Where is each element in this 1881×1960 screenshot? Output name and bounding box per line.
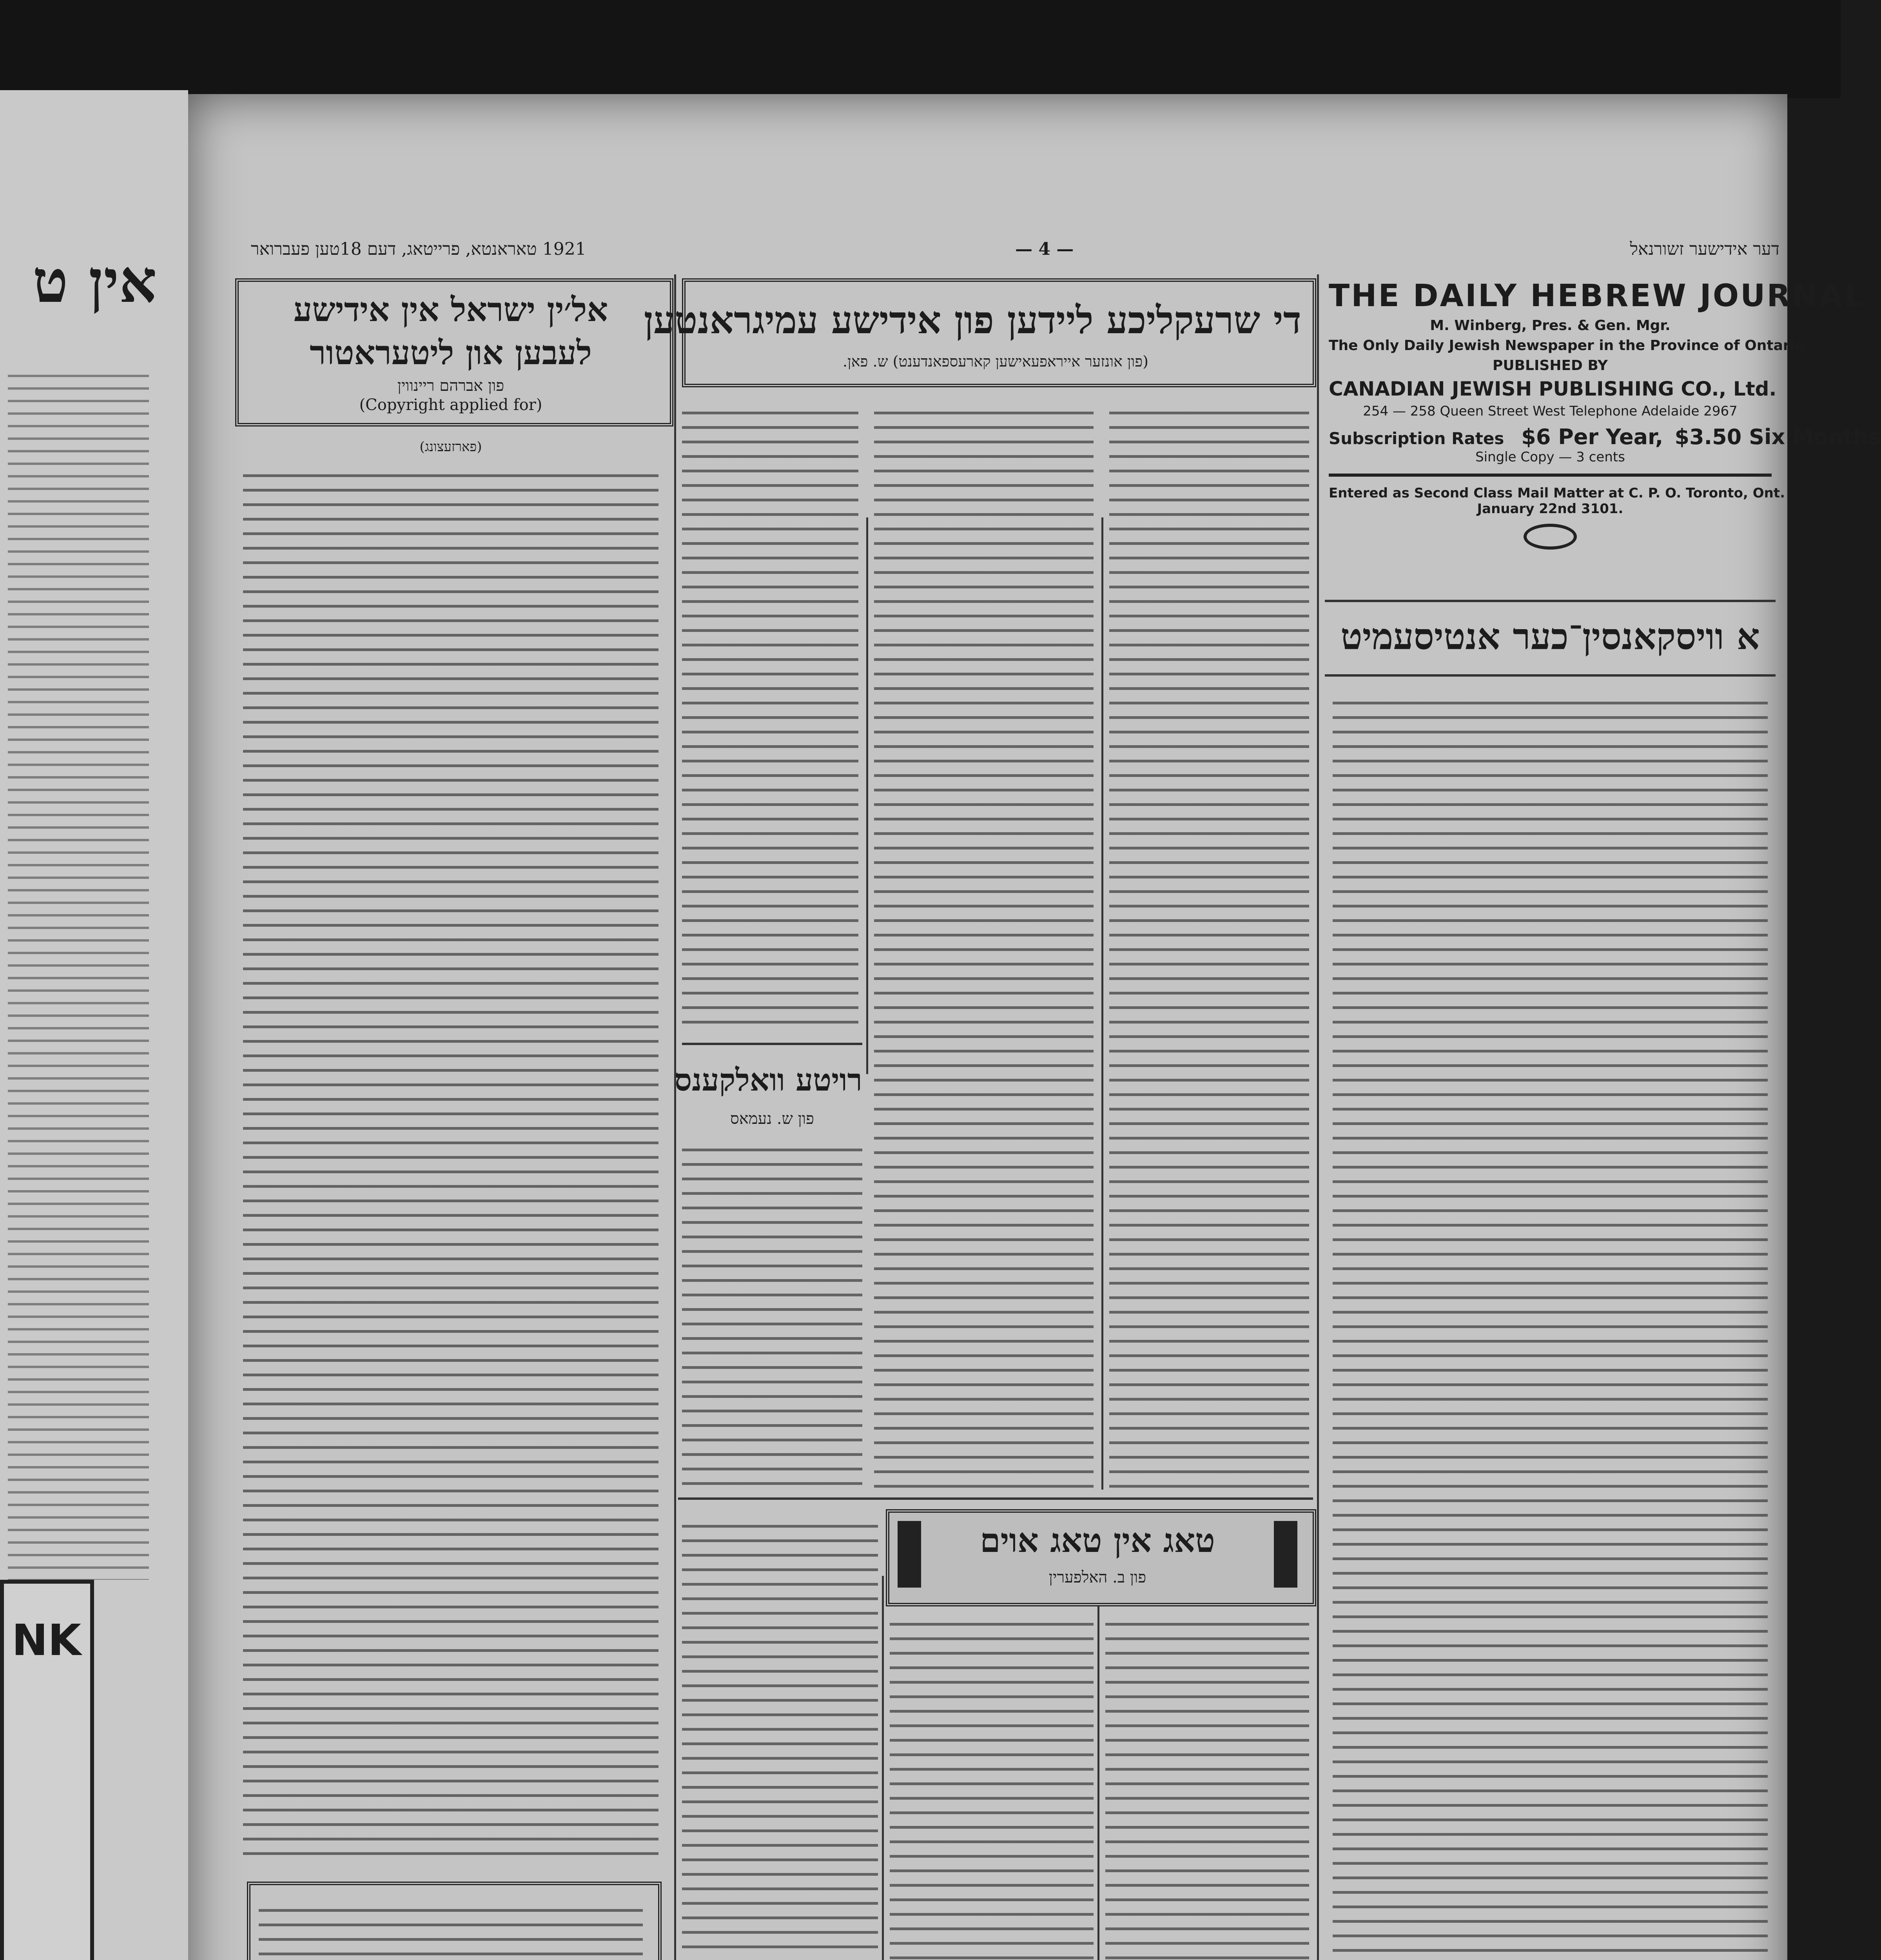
column-rule-1 [1317,274,1319,1960]
eretz-byline: פון אברהם ריינווין [397,377,504,395]
wisconsin-article-text [1333,690,1768,1960]
eretz-headline-line-1: אל׳ין ישראל אין אידישע [293,290,608,329]
newspaper-page [188,94,1881,1960]
day-text-col-2 [890,1611,1094,1960]
eretz-quote-text-1 [259,1897,643,1960]
wisconsin-headline-rule [1325,674,1776,677]
adjacent-page-ad [0,1580,94,1960]
masthead-published-by: PUBLISHED BY [1493,358,1608,374]
masthead-officers: M. Winberg, Pres. & Gen. Mgr. [1430,318,1671,334]
eretz-article-text [243,463,658,1862]
single-copy-price: Single Copy — 3 cents [1475,449,1625,465]
red-clouds-byline: פון ש. נעמאס [730,1110,814,1128]
writers-headline: די שרעקליכע ליידען פון אידישע עמיגראנטען [644,298,1301,342]
column-rule-6 [882,1576,884,1960]
rate-six-months: $3.50 Six Months [1674,425,1881,449]
masthead-publisher: CANADIAN JEWISH PUBLISHING CO., Ltd. [1329,377,1777,400]
folio-line [251,239,1779,267]
day-text-col-1 [1105,1611,1309,1960]
masthead-address: 254 — 258 Queen Street West Telephone Adelaide 2967 [1363,403,1738,419]
column-rule-4 [674,274,676,1960]
day-text-col-3 [682,1513,878,1960]
ornament-icon [1524,524,1577,550]
eretz-headline-line-2: לעבען און ליטעראטור [310,333,592,372]
page-number: — 4 — [1015,239,1074,259]
column-rule-5 [1097,1576,1099,1960]
day-headline: טאג אין טאג אוים [980,1521,1215,1560]
postal-entry-date: January 22nd 3101. [1477,501,1623,517]
adjacent-ad-label: NK [12,1615,82,1665]
red-clouds-headline: רויטע וואלקענס [674,1062,862,1098]
rates-label: Subscription Rates [1329,429,1504,448]
day-section-rule [678,1497,1313,1500]
scan-border-top [0,0,1841,98]
masthead-title: THE DAILY HEBREW JOURNAL [1329,278,1865,314]
writers-text-col-2 [874,400,1094,1490]
adjacent-page-strip [0,90,188,1960]
column-rule-2 [1101,517,1103,1490]
writers-text-col-3 [682,400,858,1027]
subscription-rates [1329,425,1881,449]
day-byline: פון ב. האלפערין [1048,1568,1146,1586]
folio-date: 1921 טאראנטא, פרייטאג, דעם 18טען פעברואר [251,239,586,259]
writers-text-col-1 [1109,400,1309,1490]
wisconsin-headline: א וויסקאנסין־כער אנטיסעמיט [1340,615,1760,658]
day-ornament-right-icon [898,1521,921,1588]
folio-paper-name: דער אידישער זשורנאל [1630,239,1779,259]
adjacent-page-text [8,365,149,1580]
eretz-continued-label: (פארזעצונג) [419,439,482,455]
postal-entry: Entered as Second Class Mail Matter at C. P. O. Toronto, Ont. [1329,485,1785,501]
masthead-bottom-rule [1325,600,1776,602]
writers-byline: (פון אונזער אייראפעאישען קארעספאנדענט) ש. פאן. [842,353,1149,370]
day-ornament-left-icon [1274,1521,1297,1588]
eretz-copyright: (Copyright applied for) [359,396,542,414]
rate-per-year: $6 Per Year, [1521,425,1663,449]
masthead [1329,278,1881,588]
masthead-rule [1329,474,1772,477]
column-rule-3 [866,517,868,1074]
red-clouds-rule [682,1043,862,1045]
red-clouds-text [682,1137,862,1490]
adjacent-page-headline: אין ט [33,247,157,316]
masthead-tagline: The Only Daily Jewish Newspaper in the Province of Ontario [1329,338,1805,354]
